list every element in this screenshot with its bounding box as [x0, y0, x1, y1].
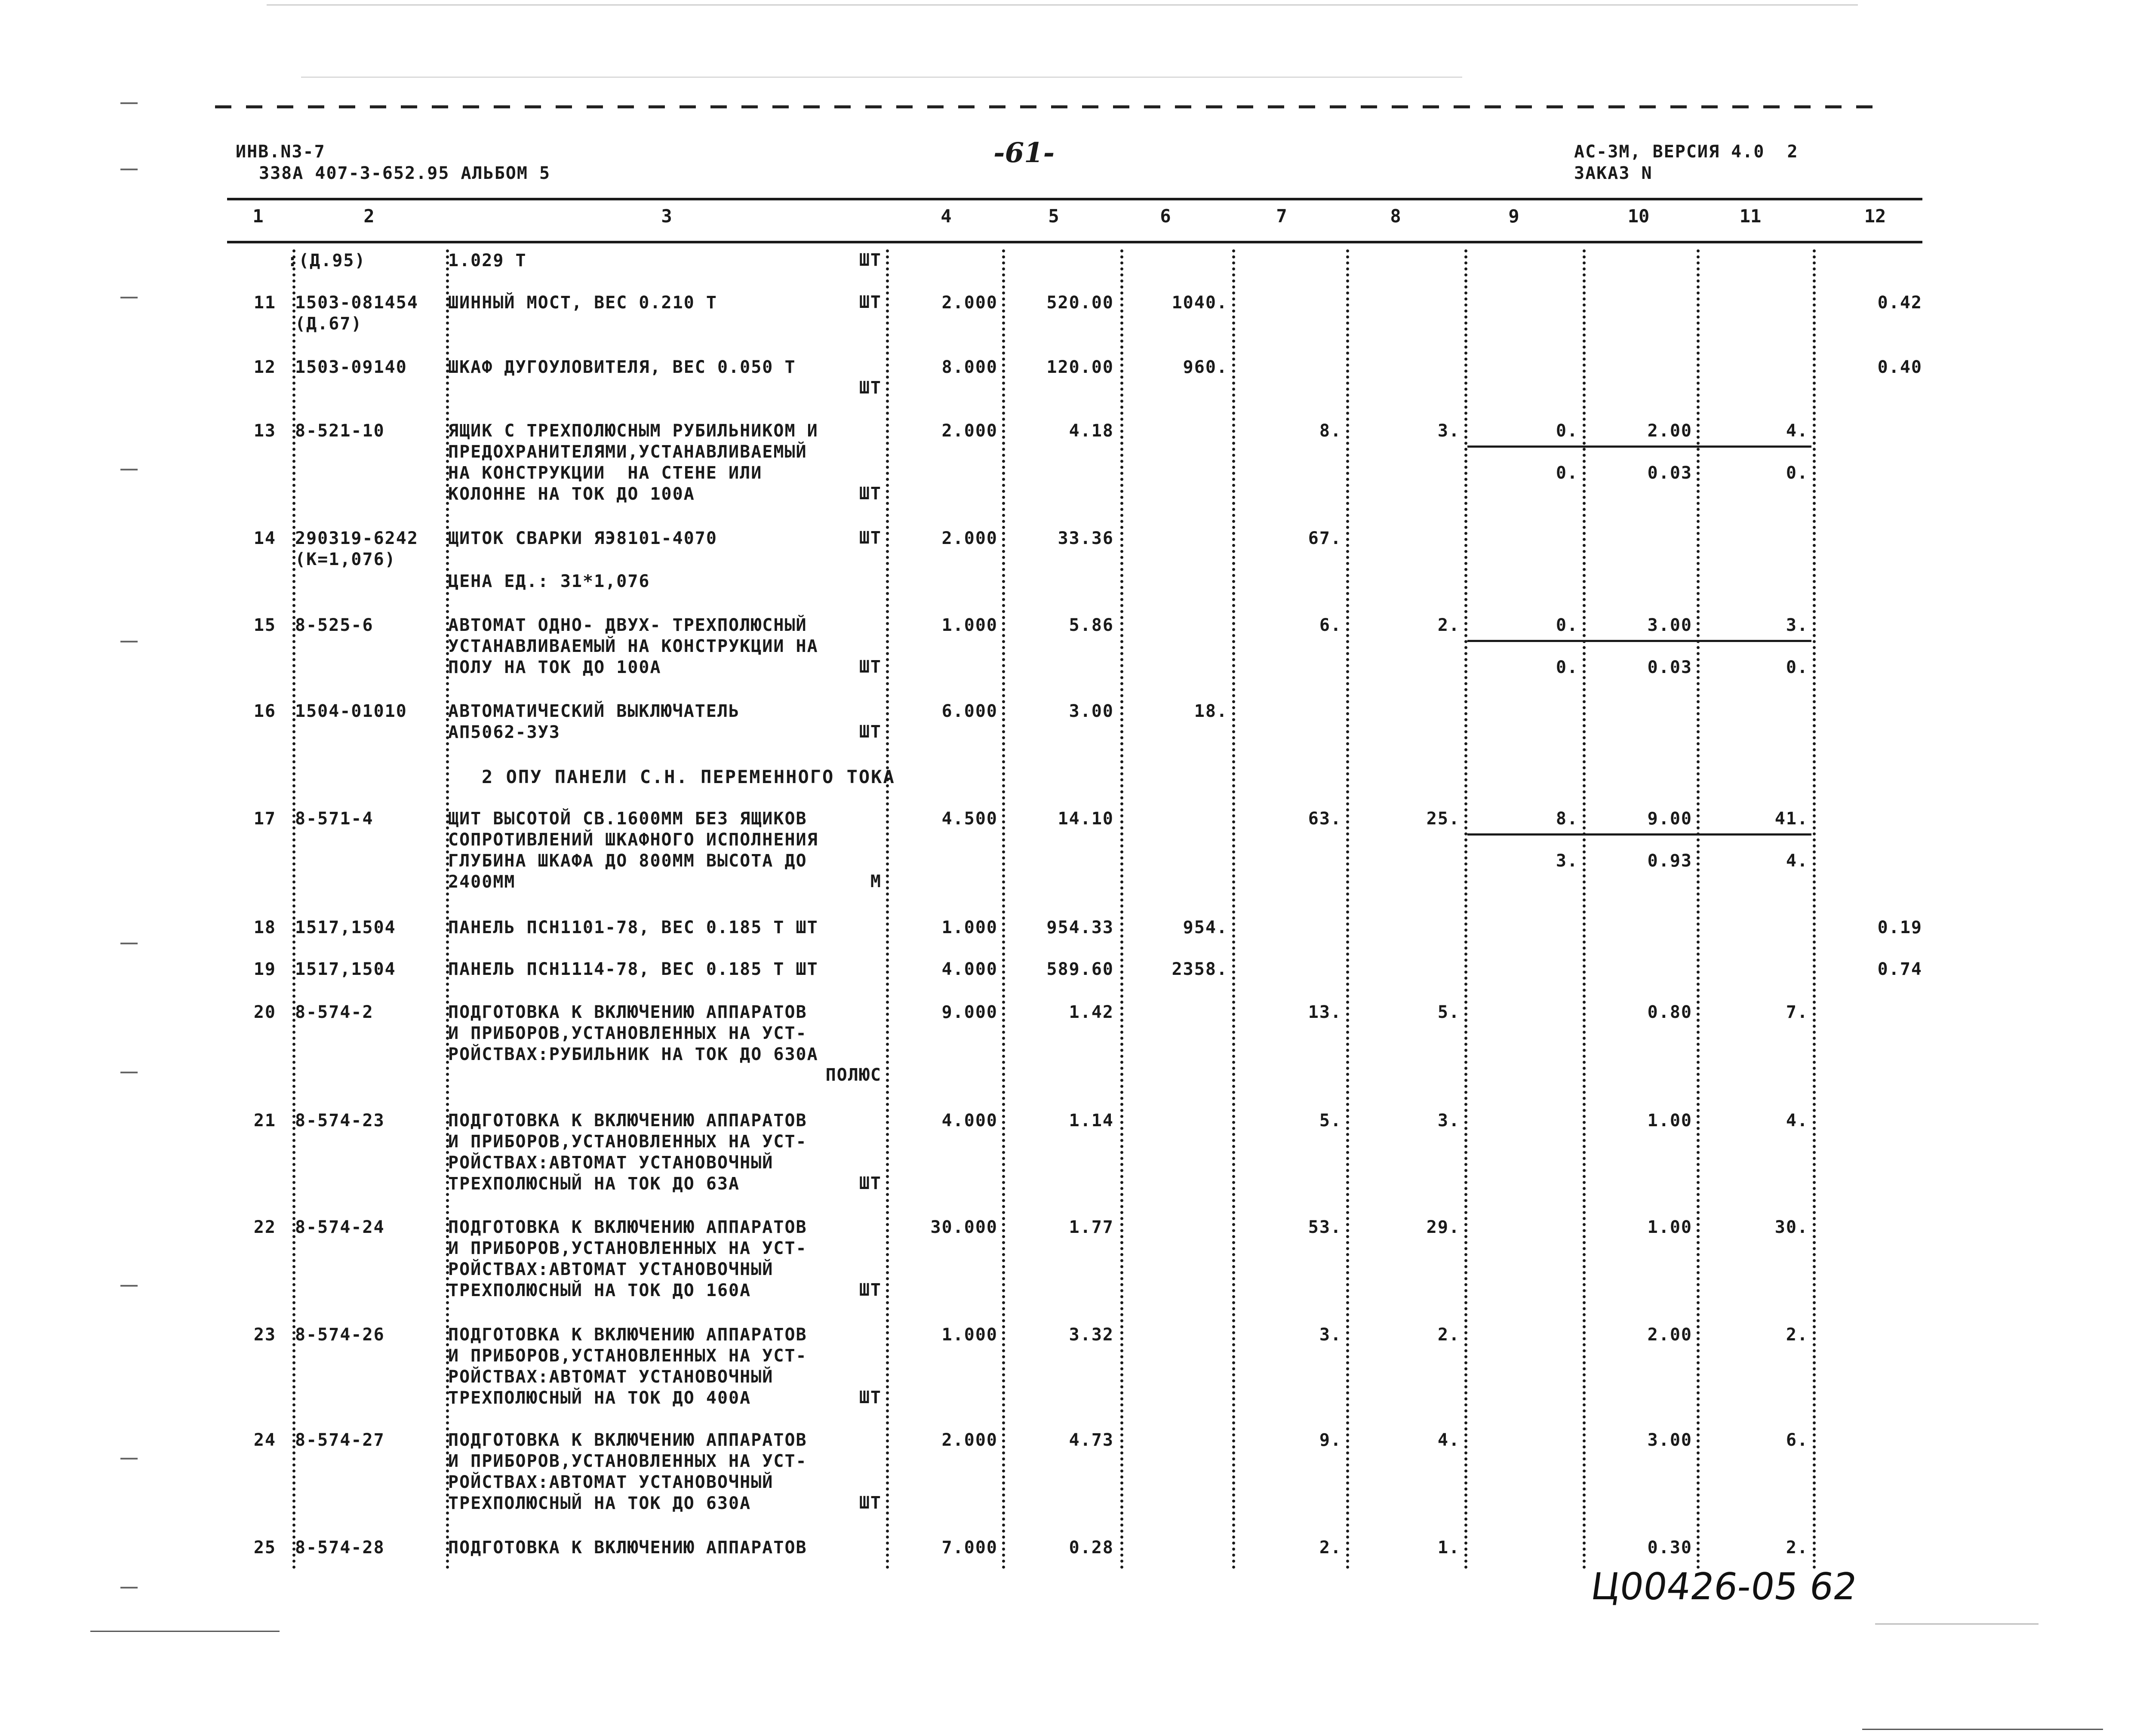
col-8-value: 5. [1437, 1002, 1460, 1022]
item-code: 8-571-4 [295, 809, 374, 829]
dashed-separator [215, 102, 1901, 112]
column-separator [1002, 249, 1005, 1570]
col-11-value: 4. [1786, 421, 1808, 441]
description-line: СОПРОТИВЛЕНИЙ ШКАФНОГО ИСПОЛНЕНИЯ [448, 830, 818, 850]
dash [1516, 105, 1532, 108]
col-10-value: 2.00 [1647, 1325, 1692, 1345]
price-note: ЦЕНА ЕД.: 31*1,076 [448, 571, 650, 591]
unit-of-measure: ШТ [859, 378, 882, 398]
handwritten-signature: Ц00426-05 62 [1588, 1565, 1860, 1608]
description-line: И ПРИБОРОВ,УСТАНОВЛЕННЫХ НА УСТ- [448, 1451, 807, 1471]
dash [401, 105, 417, 108]
dash [215, 105, 231, 108]
dash [618, 105, 634, 108]
description-line: ПОДГОТОВКА К ВКЛЮЧЕНИЮ АППАРАТОВ [448, 1111, 807, 1131]
unit-of-measure: ШТ [859, 1388, 882, 1407]
row-number: 22 [253, 1217, 276, 1237]
col-11-subvalue: 0. [1786, 658, 1808, 677]
total-cost: 954. [1183, 918, 1228, 937]
total-cost: 960. [1183, 357, 1228, 377]
dash [927, 105, 944, 108]
item-description [448, 615, 887, 678]
description-line: 1.029 Т [448, 251, 527, 270]
unit-price: 1.77 [1069, 1217, 1114, 1237]
dash [1268, 105, 1284, 108]
column-separator [1232, 249, 1235, 1570]
item-description [448, 250, 887, 271]
margin-mark [120, 469, 138, 470]
column-separator [1346, 249, 1349, 1570]
bottom-line [1862, 1729, 2103, 1730]
dash [989, 105, 1005, 108]
item-code: 8-574-2 [295, 1002, 374, 1022]
item-description [448, 1324, 887, 1409]
col-7-value: 8. [1319, 421, 1342, 441]
dash [865, 105, 882, 108]
description-line: АП5062-3У3 [448, 722, 560, 742]
dash [1577, 105, 1594, 108]
margin-mark [120, 297, 138, 298]
item-description [448, 701, 887, 743]
item-description [448, 1110, 887, 1195]
item-description [448, 1430, 887, 1514]
item-description [448, 357, 887, 378]
col-10-value: 3.00 [1647, 1430, 1692, 1450]
description-line: ПАНЕЛЬ ПСН1101-78, ВЕС 0.185 Т ШТ [448, 918, 818, 937]
dash [834, 105, 851, 108]
col-9-value: 0. [1556, 421, 1578, 441]
dash [463, 105, 479, 108]
col-11-value: 7. [1786, 1002, 1808, 1022]
description-line: ЯЩИК С ТРЕХПОЛЮСНЫМ РУБИЛЬНИКОМ И [448, 421, 818, 441]
row-number: 12 [253, 357, 276, 377]
column-separator [1120, 249, 1123, 1570]
margin-mark [120, 1587, 138, 1589]
description-line: КОЛОННЕ НА ТОК ДО 100А [448, 484, 695, 504]
col-10-value: 9.00 [1647, 809, 1692, 829]
item-description [448, 1537, 887, 1558]
dash [1794, 105, 1811, 108]
col-10-value: 3.00 [1647, 615, 1692, 635]
col-11-value: 2. [1786, 1325, 1808, 1345]
total-cost: 2358. [1172, 959, 1228, 979]
description-line: И ПРИБОРОВ,УСТАНОВЛЕННЫХ НА УСТ- [448, 1023, 807, 1043]
item-code: (Д.67) [295, 314, 363, 334]
quantity: 1.000 [941, 1325, 998, 1345]
column-header-4: 4 [941, 206, 952, 227]
description-line: ГЛУБИНА ШКАФА ДО 800ММ ВЫСОТА ДО [448, 851, 807, 871]
col-7-value: 9. [1319, 1430, 1342, 1450]
row-number: 15 [253, 615, 276, 635]
description-line: ПАНЕЛЬ ПСН1114-78, ВЕС 0.185 Т ШТ [448, 959, 818, 979]
quantity: 2.000 [941, 293, 998, 313]
col-9-subvalue: 3. [1556, 851, 1578, 871]
unit-price: 520.00 [1046, 293, 1114, 313]
unit-price: 3.32 [1069, 1325, 1114, 1345]
unit-price: 33.36 [1058, 528, 1114, 548]
col-11-subvalue: 0. [1786, 463, 1808, 483]
col-12-value: 0.42 [1877, 293, 1922, 313]
dash [1206, 105, 1222, 108]
unit-price: 4.73 [1069, 1430, 1114, 1450]
item-code: 8-525-6 [295, 615, 374, 635]
unit-price: 4.18 [1069, 421, 1114, 441]
dash [1856, 105, 1873, 108]
col-10-value: 2.00 [1647, 421, 1692, 441]
unit-price: 954.33 [1046, 918, 1114, 937]
col-8-value: 3. [1437, 1111, 1460, 1131]
dash [587, 105, 603, 108]
col-8-value: 29. [1426, 1217, 1460, 1237]
description-line: ТРЕХПОЛЮСНЫЙ НА ТОК ДО 630А [448, 1493, 751, 1513]
unit-price: 589.60 [1046, 959, 1114, 979]
margin-mark [120, 1285, 138, 1287]
col-11-value: 3. [1786, 615, 1808, 635]
dash [1051, 105, 1067, 108]
item-description [448, 959, 887, 980]
dash [1608, 105, 1625, 108]
item-code: 8-574-27 [295, 1430, 385, 1450]
description-line: ТРЕХПОЛЮСНЫЙ НА ТОК ДО 400А [448, 1388, 751, 1408]
item-code: 8-521-10 [295, 421, 385, 441]
col-12-value: 0.40 [1877, 357, 1922, 377]
column-header-7: 7 [1276, 206, 1287, 227]
description-line: ТРЕХПОЛЮСНЫЙ НА ТОК ДО 160А [448, 1281, 751, 1300]
top-faint-line [267, 4, 1858, 6]
dash [1237, 105, 1253, 108]
dash [680, 105, 696, 108]
margin-mark [120, 1458, 138, 1459]
margin-mark [120, 641, 138, 642]
col-7-value: 2. [1319, 1538, 1342, 1558]
unit-of-measure: ШТ [859, 484, 882, 504]
margin-mark [120, 102, 138, 104]
column-header-1: 1 [252, 206, 264, 227]
col-9-value: 0. [1556, 615, 1578, 635]
description-line: УСТАНАВЛИВАЕМЫЙ НА КОНСТРУКЦИИ НА [448, 636, 818, 656]
item-description [448, 292, 887, 313]
quantity: 9.000 [941, 1002, 998, 1022]
description-line: ПОДГОТОВКА К ВКЛЮЧЕНИЮ АППАРАТОВ [448, 1538, 807, 1558]
description-line: ТРЕХПОЛЮСНЫЙ НА ТОК ДО 63А [448, 1174, 740, 1194]
quantity: 2.000 [941, 528, 998, 548]
dash [896, 105, 913, 108]
unit-price: 5.86 [1069, 615, 1114, 635]
item-code: 8-574-26 [295, 1325, 385, 1345]
col-10-value: 0.30 [1647, 1538, 1692, 1558]
dash [1423, 105, 1439, 108]
item-description [448, 421, 887, 505]
col-9-value: 8. [1556, 809, 1578, 829]
col-12-value: 0.74 [1877, 959, 1922, 979]
col-11-value: 41. [1774, 809, 1808, 829]
margin-mark [120, 943, 138, 944]
description-line: ЩИТ ВЫСОТОЙ СВ.1600ММ БЕЗ ЯЩИКОВ [448, 809, 807, 829]
dash [1547, 105, 1563, 108]
col-11-value: 4. [1786, 1111, 1808, 1131]
description-line: ПРЕДОХРАНИТЕЛЯМИ,УСТАНАВЛИВАЕМЫЙ [448, 442, 807, 462]
quantity: 2.000 [941, 1430, 998, 1450]
row-number: 25 [253, 1538, 276, 1558]
bottom-line [90, 1631, 280, 1632]
unit-of-measure: ШТ [859, 722, 882, 742]
dash [1763, 105, 1780, 108]
item-description [448, 1217, 887, 1301]
dash [1113, 105, 1129, 108]
col-10-subvalue: 0.03 [1647, 658, 1692, 677]
dash [1175, 105, 1191, 108]
unit-price: 14.10 [1058, 809, 1114, 829]
dash [370, 105, 386, 108]
item-code: (К=1,076) [295, 550, 396, 569]
description-line: ШИННЫЙ МОСТ, ВЕС 0.210 Т [448, 293, 717, 313]
col-9-subvalue: 0. [1556, 658, 1578, 677]
description-line: РОЙСТВАХ:РУБИЛЬНИК НА ТОК ДО 630А [448, 1045, 818, 1064]
quantity: 4.500 [941, 809, 998, 829]
unit-of-measure: М [870, 872, 882, 891]
column-header-3: 3 [661, 206, 672, 227]
quantity: 4.000 [941, 1111, 998, 1131]
total-cost: 1040. [1172, 293, 1228, 313]
table-header-rule [227, 241, 1922, 243]
row-number: 13 [253, 421, 276, 441]
description-line: ПОЛУ НА ТОК ДО 100А [448, 658, 661, 677]
item-code: 1517,1504 [295, 918, 396, 937]
quantity: 1.000 [941, 918, 998, 937]
quantity: 30.000 [930, 1217, 998, 1237]
dash [308, 105, 324, 108]
item-code: 1503-09140 [295, 357, 407, 377]
dash [1361, 105, 1377, 108]
col-10-subvalue: 0.93 [1647, 851, 1692, 871]
description-line: И ПРИБОРОВ,УСТАНОВЛЕННЫХ НА УСТ- [448, 1132, 807, 1152]
description-line: РОЙСТВАХ:АВТОМАТ УСТАНОВОЧНЫЙ [448, 1260, 774, 1279]
column-header-5: 5 [1048, 206, 1059, 227]
col-9-subvalue: 0. [1556, 463, 1578, 483]
description-line: РОЙСТВАХ:АВТОМАТ УСТАНОВОЧНЫЙ [448, 1153, 774, 1173]
item-description [448, 528, 887, 549]
dash [246, 105, 262, 108]
top-faint-line-2 [301, 77, 1462, 78]
col-7-value: 63. [1308, 809, 1342, 829]
dash [1732, 105, 1749, 108]
dash [1701, 105, 1718, 108]
quantity: 1.000 [941, 615, 998, 635]
inventory-number: ИНВ.N3-7 [236, 142, 326, 162]
col-8-value: 25. [1426, 809, 1460, 829]
table-top-rule [227, 198, 1922, 200]
dash [525, 105, 541, 108]
col-12-value: 0.19 [1877, 918, 1922, 937]
quantity: 8.000 [941, 357, 998, 377]
order-number: ЗАКАЗ N [1574, 163, 1653, 183]
description-line: ПОДГОТОВКА К ВКЛЮЧЕНИЮ АППАРАТОВ [448, 1002, 807, 1022]
dash [741, 105, 758, 108]
dash [1020, 105, 1036, 108]
col-11-value: 6. [1786, 1430, 1808, 1450]
description-line: 2400ММ [448, 872, 516, 892]
dash [1825, 105, 1842, 108]
item-code: 8-574-28 [295, 1538, 385, 1558]
unit-of-measure: ШТ [859, 1493, 882, 1513]
col-7-value: 53. [1308, 1217, 1342, 1237]
unit-price: 3.00 [1069, 701, 1114, 721]
unit-of-measure: ШТ [859, 292, 882, 312]
fraction-line [1467, 446, 1811, 448]
fraction-line [1467, 833, 1811, 836]
dash [556, 105, 572, 108]
column-header-11: 11 [1739, 206, 1762, 227]
total-cost: 18. [1194, 701, 1228, 721]
unit-of-measure: ШТ [859, 1280, 882, 1300]
dash [1392, 105, 1408, 108]
dash [339, 105, 355, 108]
quantity: 4.000 [941, 959, 998, 979]
dash [710, 105, 727, 108]
column-header-10: 10 [1627, 206, 1650, 227]
col-11-subvalue: 4. [1786, 851, 1808, 871]
col-11-value: 30. [1774, 1217, 1808, 1237]
col-8-value: 4. [1437, 1430, 1460, 1450]
item-code: 8-574-24 [295, 1217, 385, 1237]
col-8-value: 3. [1437, 421, 1460, 441]
software-version: АС-3М, ВЕРСИЯ 4.0 2 [1574, 142, 1799, 162]
item-description [448, 1002, 887, 1065]
item-description [448, 808, 887, 893]
description-line: АВТОМАТИЧЕСКИЙ ВЫКЛЮЧАТЕЛЬ [448, 701, 740, 721]
col-10-value: 0.80 [1647, 1002, 1692, 1022]
dash [772, 105, 789, 108]
row-number: 16 [253, 701, 276, 721]
item-code: 290319-6242 [295, 528, 418, 548]
dash [1670, 105, 1687, 108]
unit-of-measure: ШТ [859, 1174, 882, 1193]
dash [958, 105, 975, 108]
item-code: 1503-081454 [295, 293, 418, 313]
row-number: 19 [253, 959, 276, 979]
section-title: 2 ОПУ ПАНЕЛИ С.Н. ПЕРЕМЕННОГО ТОКА [482, 766, 895, 787]
row-number: 11 [253, 293, 276, 313]
col-8-value: 2. [1437, 615, 1460, 635]
margin-mark [120, 1072, 138, 1073]
unit-price: 1.14 [1069, 1111, 1114, 1131]
col-7-value: 67. [1308, 528, 1342, 548]
column-separator [292, 249, 295, 1570]
quantity: 7.000 [941, 1538, 998, 1558]
fraction-line [1467, 640, 1811, 642]
column-separator [1813, 249, 1816, 1570]
dash [1144, 105, 1160, 108]
col-8-value: 1. [1437, 1538, 1460, 1558]
item-code: :(Д.95) [287, 251, 366, 270]
dash [1454, 105, 1470, 108]
col-7-value: 6. [1319, 615, 1342, 635]
dash [1639, 105, 1656, 108]
item-code: 1517,1504 [295, 959, 396, 979]
column-header-8: 8 [1390, 206, 1401, 227]
page-number: -61- [993, 137, 1055, 169]
row-number: 17 [253, 809, 276, 829]
unit-of-measure: ШТ [859, 657, 882, 677]
column-header-12: 12 [1864, 206, 1886, 227]
column-separator [1464, 249, 1467, 1570]
col-8-value: 2. [1437, 1325, 1460, 1345]
quantity: 6.000 [941, 701, 998, 721]
quantity: 2.000 [941, 421, 998, 441]
column-header-6: 6 [1160, 206, 1171, 227]
unit-of-measure: ПОЛЮС [825, 1065, 882, 1085]
description-line: ПОДГОТОВКА К ВКЛЮЧЕНИЮ АППАРАТОВ [448, 1430, 807, 1450]
col-7-value: 13. [1308, 1002, 1342, 1022]
column-header-2: 2 [363, 206, 375, 227]
dash [1082, 105, 1098, 108]
document-reference: 338А 407-3-652.95 АЛЬБОМ 5 [259, 163, 551, 183]
column-header-9: 9 [1508, 206, 1519, 227]
row-number: 14 [253, 528, 276, 548]
row-number: 21 [253, 1111, 276, 1131]
row-number: 20 [253, 1002, 276, 1022]
col-7-value: 5. [1319, 1111, 1342, 1131]
margin-mark [120, 169, 138, 170]
description-line: НА КОНСТРУКЦИИ НА СТЕНЕ ИЛИ [448, 463, 763, 483]
dash [649, 105, 665, 108]
unit-of-measure: ШТ [859, 250, 882, 270]
description-line: И ПРИБОРОВ,УСТАНОВЛЕННЫХ НА УСТ- [448, 1238, 807, 1258]
dash [803, 105, 820, 108]
description-line: РОЙСТВАХ:АВТОМАТ УСТАНОВОЧНЫЙ [448, 1367, 774, 1387]
dash [494, 105, 510, 108]
dash [1330, 105, 1346, 108]
description-line: ШКАФ ДУГОУЛОВИТЕЛЯ, ВЕС 0.050 Т [448, 357, 796, 377]
description-line: ЩИТОК СВАРКИ ЯЭ8101-4070 [448, 528, 717, 548]
item-code: 8-574-23 [295, 1111, 385, 1131]
unit-price: 120.00 [1046, 357, 1114, 377]
unit-price: 1.42 [1069, 1002, 1114, 1022]
unit-of-measure: ШТ [859, 528, 882, 548]
description-line: АВТОМАТ ОДНО- ДВУХ- ТРЕХПОЛЮСНЫЙ [448, 615, 807, 635]
col-11-value: 2. [1786, 1538, 1808, 1558]
description-line: ПОДГОТОВКА К ВКЛЮЧЕНИЮ АППАРАТОВ [448, 1217, 807, 1237]
description-line: РОЙСТВАХ:АВТОМАТ УСТАНОВОЧНЫЙ [448, 1472, 774, 1492]
dash [277, 105, 293, 108]
col-10-value: 1.00 [1647, 1217, 1692, 1237]
col-7-value: 3. [1319, 1325, 1342, 1345]
row-number: 23 [253, 1325, 276, 1345]
unit-price: 0.28 [1069, 1538, 1114, 1558]
dash [1299, 105, 1315, 108]
item-description [448, 917, 887, 938]
col-10-subvalue: 0.03 [1647, 463, 1692, 483]
description-line: ПОДГОТОВКА К ВКЛЮЧЕНИЮ АППАРАТОВ [448, 1325, 807, 1345]
row-number: 24 [253, 1430, 276, 1450]
bottom-line [1875, 1623, 2039, 1625]
row-number: 18 [253, 918, 276, 937]
description-line: И ПРИБОРОВ,УСТАНОВЛЕННЫХ НА УСТ- [448, 1346, 807, 1366]
item-code: 1504-01010 [295, 701, 407, 721]
col-10-value: 1.00 [1647, 1111, 1692, 1131]
dash [432, 105, 448, 108]
dash [1485, 105, 1501, 108]
